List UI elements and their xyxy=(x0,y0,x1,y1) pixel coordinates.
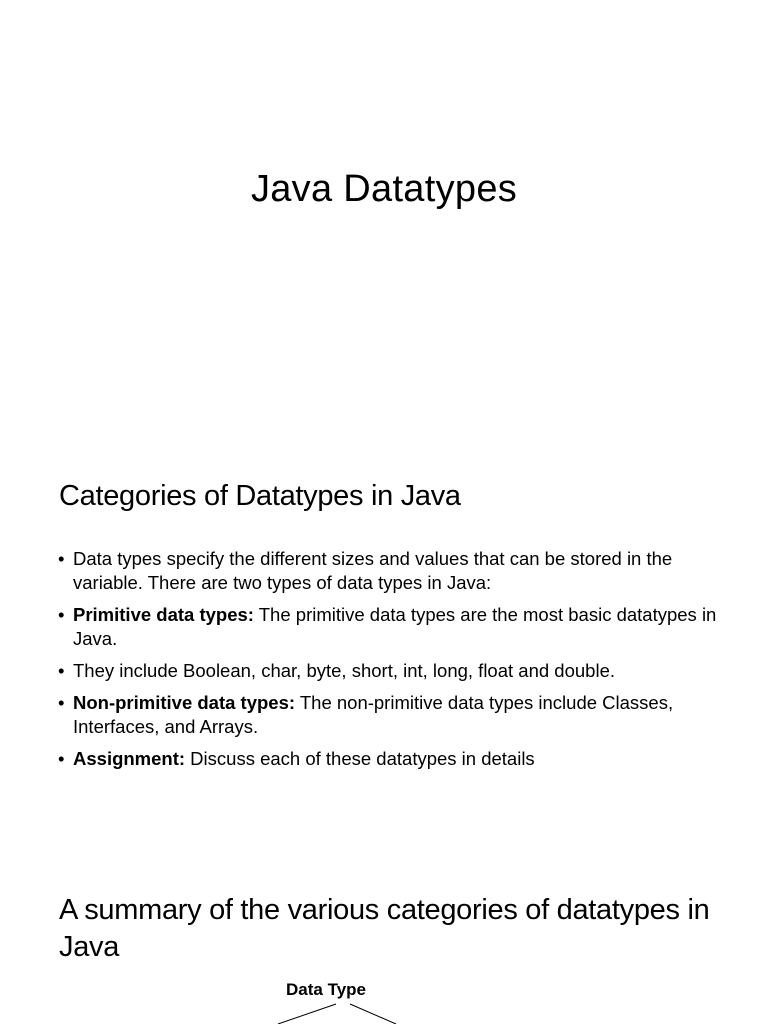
slide-heading: A summary of the various categories of datatypes in Java xyxy=(59,894,710,963)
summary-slide xyxy=(0,864,768,1024)
diagram-branch-lines xyxy=(0,996,768,1024)
branch-line-left xyxy=(278,1004,336,1024)
bullet-item xyxy=(58,603,718,651)
slide-heading: Categories of Datatypes in Java xyxy=(59,480,461,512)
branch-line-right xyxy=(350,1004,396,1024)
bullet-dot: • xyxy=(58,692,65,713)
bullet-bold-term: Assignment: xyxy=(73,748,186,769)
diagram-root-label: Data Type xyxy=(286,980,366,999)
bullet-item xyxy=(58,691,718,739)
title-slide xyxy=(0,0,768,432)
bullet-text: Data types specify the different sizes and values that can be stored in the variable. There are two types of data types in Java: xyxy=(73,548,673,593)
bullet-text: The non-primitive data types include Classes, Interfaces, and Arrays. xyxy=(73,692,674,737)
bullet-dot: • xyxy=(58,660,65,681)
bullet-bold-term: Non-primitive data types: xyxy=(73,692,296,713)
bullet-dot: • xyxy=(58,548,65,569)
bullet-dot: • xyxy=(58,748,65,769)
presentation-title: Java Datatypes xyxy=(250,168,518,210)
bullet-text: Discuss each of these datatypes in details xyxy=(185,748,535,769)
bullet-text: The primitive data types are the most basic datatypes in Java. xyxy=(73,604,717,649)
bullet-list xyxy=(58,547,718,779)
bullet-dot: • xyxy=(58,604,65,625)
bullet-item xyxy=(58,547,718,595)
bullet-item xyxy=(58,747,718,771)
categories-slide xyxy=(0,432,768,864)
bullet-text: They include Boolean, char, byte, short, int, long, float and double. xyxy=(73,660,615,681)
bullet-item xyxy=(58,659,718,683)
bullet-bold-term: Primitive data types: xyxy=(73,604,254,625)
